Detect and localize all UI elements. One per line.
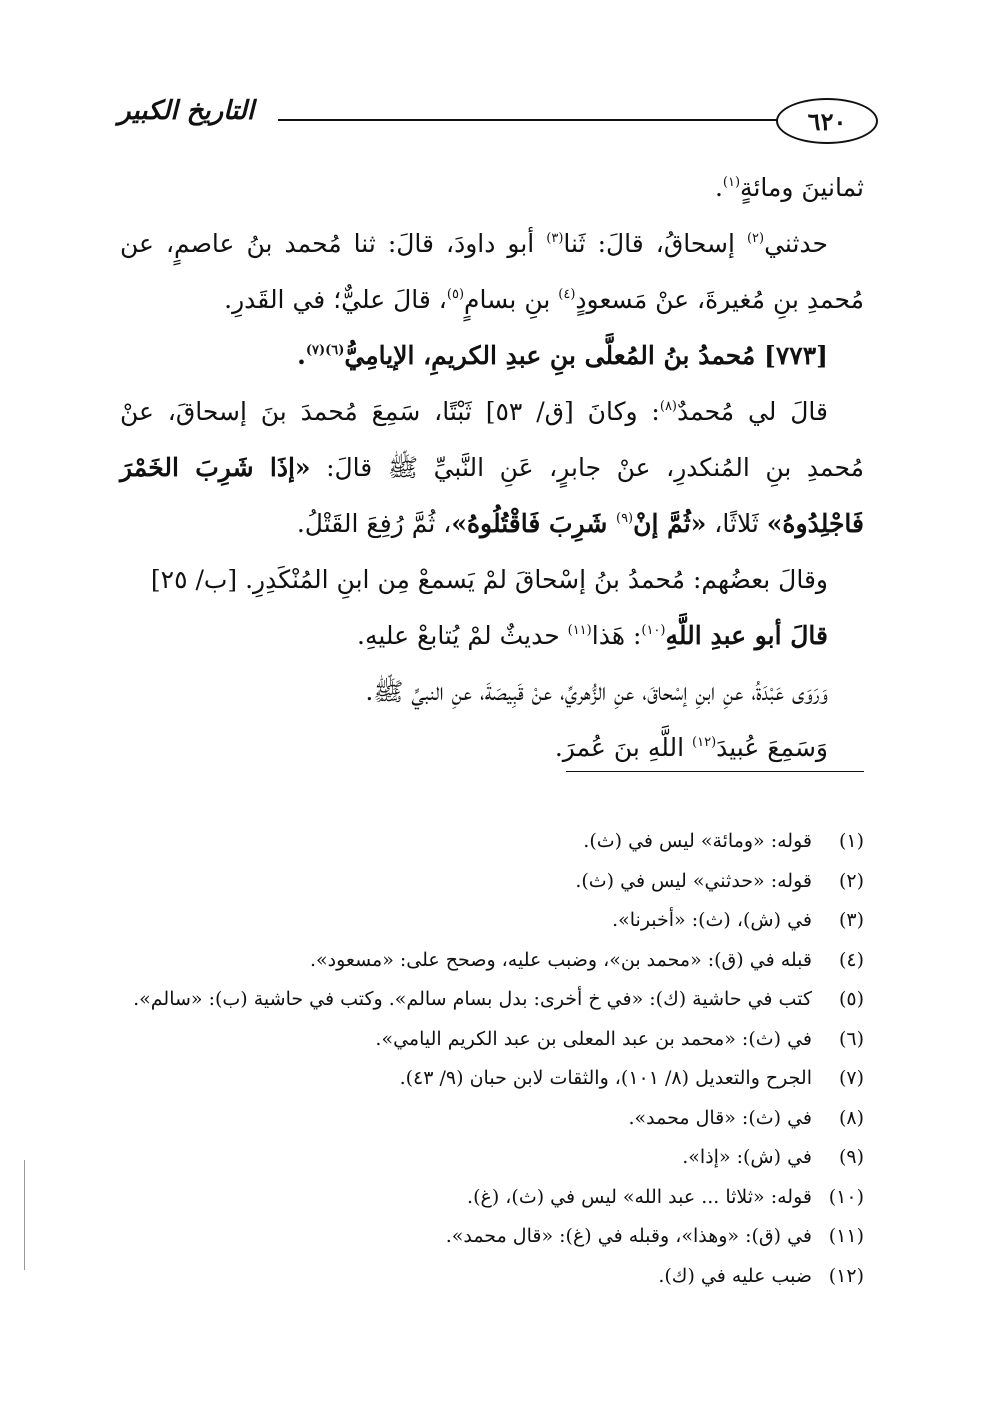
footnote-ref: (١٢) (692, 735, 717, 750)
entry-title: [٧٧٣] مُحمدُ بنُ المُعلَّى بنِ عبدِ الكريمِ، الإيامِيُّ (344, 341, 828, 370)
text-span: ثَلاثًا، (706, 509, 767, 538)
text-span: وَسَمِعَ عُبيدَ (716, 733, 828, 762)
footnote-number: (١٢) (828, 1264, 864, 1287)
page-number: ٦٢٠ (776, 98, 878, 144)
text-span: : وكانَ [ق/ ٥٣] ثَبْتًا، سَمِعَ مُحمدَ بنَ إسحاقَ، عنْ مُحمدِ بنِ المُنكدرِ، عنْ جابرٍ، عَنِ النَّبيِّ ﷺ قالَ: (120, 397, 864, 482)
text-span: . (714, 173, 723, 202)
footnote (120, 1257, 864, 1297)
header-rule (278, 119, 778, 121)
footnote-text: الجرح والتعديل (٨/ ١٠١)، والثقات لابن حبان (٩/ ٤٣). (399, 1067, 812, 1089)
footnote-text: ضبب عليه في (ك). (658, 1264, 812, 1287)
footnote-ref: (١٠) (641, 623, 666, 638)
footnote (120, 822, 864, 862)
footnotes (120, 822, 864, 1296)
book-title: التاريخ الكبير (118, 96, 255, 126)
footnote-text: في (ش): «إذا». (682, 1146, 812, 1168)
footnote-text: في (ق): «وهذا»، وقبله في (غ): «قال محمد». (445, 1225, 812, 1247)
paragraph-heard (120, 720, 864, 776)
footnote-ref: (٨) (659, 399, 677, 414)
footnote-text: في (ث): «محمد بن عبد المعلى بن عبد الكريم اليامي». (375, 1027, 812, 1050)
footnote-ref: (١) (722, 175, 741, 190)
paragraph-author-comment (120, 608, 864, 664)
text-span: : هَذا (591, 621, 642, 650)
footnote-text: في (ش)، (ث): «أخبرنا». (612, 909, 812, 931)
footnote-number: (٨) (838, 1106, 864, 1129)
author-name: قالَ أبو عبدِ اللَّهِ (665, 621, 828, 650)
footnote-number: (٢) (838, 869, 864, 892)
footnote-text: قوله: «ومائة» ليس في (ث). (583, 830, 812, 852)
footnote-ref: (٢) (746, 231, 765, 246)
hadith-quote: «إذَا شَرِبَ الخَمْرَ فَاجْلِدُوهُ» (120, 453, 864, 538)
footnote-number: (٧) (838, 1067, 864, 1089)
scan-margin-mark (24, 1160, 25, 1270)
footnote-number: (٦) (838, 1027, 864, 1050)
hadith-quote: «ثُمَّ إنْ (633, 509, 707, 538)
footnote-number: (٩) (838, 1146, 864, 1168)
footnote (120, 901, 864, 941)
text-span: قالَ لي مُحمدٌ (677, 397, 828, 426)
footnote-number: (١) (838, 830, 864, 852)
text-span: ثمانينَ ومائةٍ (740, 173, 864, 202)
footnote-ref: (٩) (615, 511, 634, 526)
footnote (120, 1020, 864, 1060)
text-span: بنِ بسامٍ (464, 285, 559, 314)
footnote (120, 980, 864, 1020)
footnote-number: (٣) (838, 909, 864, 931)
footnote-text: قوله: «ثلاثا ... عبد الله» ليس في (ث)، (غ). (467, 1185, 812, 1208)
text-span: اللَّهِ بنَ عُمرَ. (554, 733, 693, 762)
text-span: حديثٌ لمْ يُتابعْ عليهِ. (357, 621, 568, 650)
paragraph-note: وقالَ بعضُهم: مُحمدُ بنُ إسْحاقَ لمْ يَسمعْ مِن ابنِ المُنْكَدِرِ. [ب/ ٢٥] (150, 565, 828, 594)
footnote-number: (٤) (838, 948, 864, 971)
footnote (120, 1138, 864, 1178)
footnote (120, 1099, 864, 1139)
footnote-text: قوله: «حدثني» ليس في (ث). (575, 869, 812, 892)
entry-heading (120, 328, 864, 384)
main-text (120, 160, 864, 776)
footnote (120, 1217, 864, 1257)
text-span: . (297, 341, 306, 370)
footnote-number: (٥) (838, 988, 864, 1010)
footnote-text: قبله في (ق): «محمد بن»، وضبب عليه، وصحح على: «مسعود». (309, 948, 812, 971)
footnote-ref: (١١) (567, 623, 592, 638)
text-span: أبو داودَ، قالَ: ثنا مُحمد بنُ عاصمٍ، عن مُحمدِ بنِ مُغيرةَ، عنْ مَسعودٍ (120, 229, 864, 314)
hadith-quote: شَرِبَ فَاقْتُلُوهُ» (451, 509, 616, 538)
footnote-number: (١١) (828, 1225, 864, 1247)
footnote-text: في (ث): «قال محمد». (628, 1106, 812, 1129)
footnote (120, 1178, 864, 1218)
footnote (120, 1059, 864, 1099)
footnote (120, 862, 864, 902)
text-span: حدثني (764, 229, 828, 258)
paragraph-hadith (120, 384, 864, 552)
text-span: ، قالَ عليٌّ؛ في القَدرِ. (224, 285, 447, 314)
paragraph-narration: وَرَوَى عَبْدَةُ، عنِ ابنِ إسْحاقَ، عنِ الزُّهريِّ، عنْ قَبِيصَةَ، عنِ النبيِّ ﷺ. (365, 677, 828, 706)
paragraph-isnad (120, 216, 864, 328)
footnote-ref: (٣) (546, 231, 564, 246)
page-header (118, 92, 878, 148)
footnote-ref: (٤) (558, 287, 576, 302)
text-span: إسحاقُ، قالَ: ثَنا (563, 229, 747, 258)
footnote (120, 941, 864, 981)
footnote-text: كتب في حاشية (ك): «في خ أخرى: بدل بسام سالم». وكتب في حاشية (ب): «سالم». (133, 988, 812, 1010)
text-line-1 (120, 160, 864, 216)
footnote-number: (١٠) (828, 1185, 864, 1208)
footnote-divider (566, 771, 864, 772)
text-span: ، ثُمَّ رُفِعَ القَتْلُ. (296, 509, 452, 538)
footnote-ref: (٥) (446, 287, 465, 302)
footnote-ref: (٦)(٧) (305, 343, 345, 358)
